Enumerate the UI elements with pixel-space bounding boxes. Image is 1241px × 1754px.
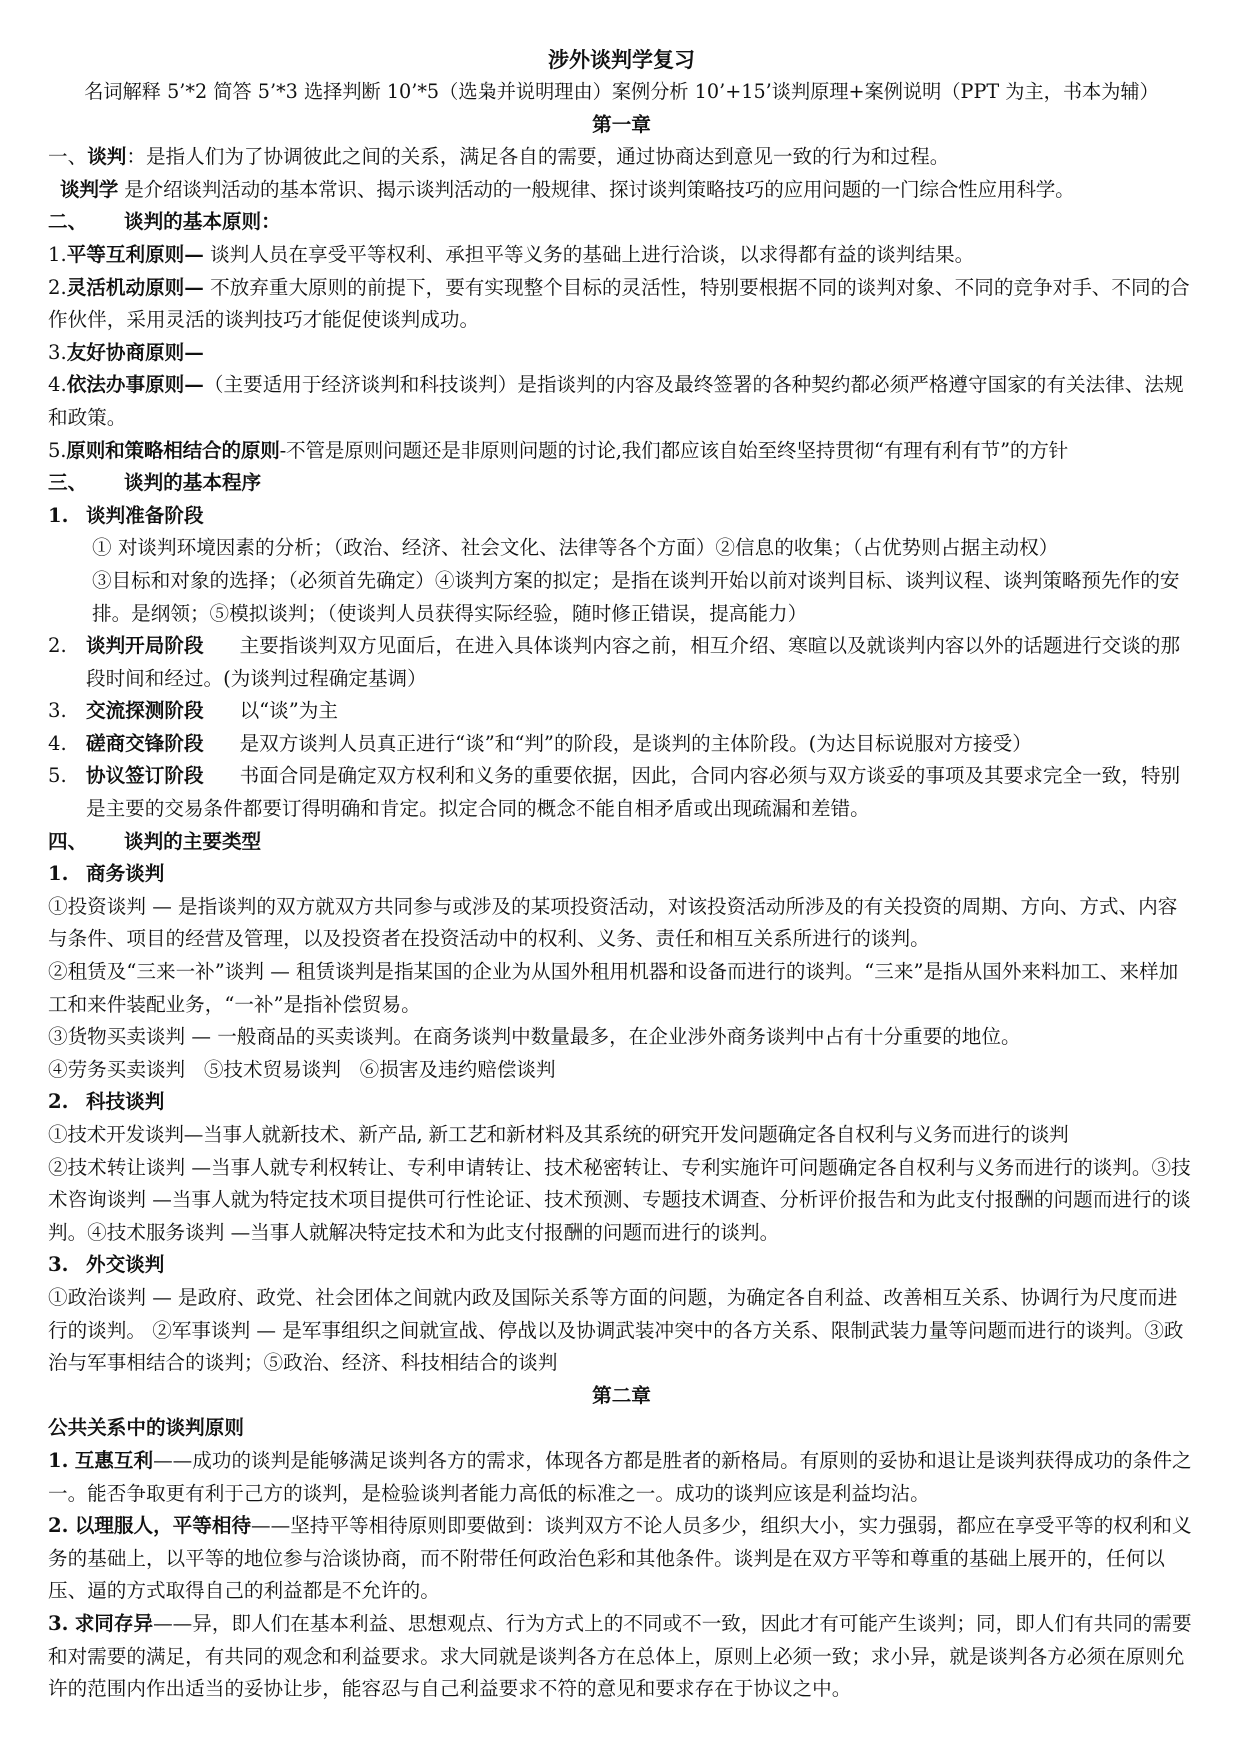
- item-text: ——成功的谈判是能够满足谈判各方的需求，体现各方都是胜者的新格局。有原则的妥协和退让是谈判获得成功的条件之一。能否争取更有利于己方的谈判，是检验谈判者能力高低的标准之一。成功的谈判应该是利益均沾。: [48, 1448, 1192, 1505]
- stage-2: [48, 630, 1195, 695]
- type-number: 2.: [48, 1090, 69, 1114]
- item-number: 4.: [48, 373, 67, 397]
- type-title: 外交谈判: [86, 1253, 165, 1277]
- section-title: 谈判的基本原则：: [124, 210, 281, 234]
- type-title: 科技谈判: [86, 1090, 165, 1114]
- chapter-2-heading: 第二章: [592, 1383, 651, 1407]
- stage-title: 交流探测阶段: [86, 699, 204, 723]
- term: 互惠互利: [74, 1448, 154, 1472]
- type-diplomacy-heading: [48, 1249, 1195, 1282]
- stage-1-detail-line-1: ① 对谈判环境因素的分析；（政治、经济、社会文化、法律等各个方面）②信息的收集；（占优势则占据主动权）: [92, 536, 1059, 560]
- pr-principle-3: [48, 1608, 1195, 1706]
- term: 依法办事原则—: [66, 373, 204, 397]
- tech-para-2: ②技术转让谈判 —当事人就专利权转让、专利申请转让、技术秘密转让、专利实施许可问题确定各自权利与义务而进行的谈判。③技术咨询谈判 —当事人就为特定技术项目提供可行性论证、技术预测、专题技术调查、分析评价报告和为此支付报酬的问题而进行的谈判。④技术服务谈判 —当事人就解决特定技术和为此支付报酬的问题而进行的谈判。: [48, 1155, 1191, 1244]
- stage-number: 4.: [48, 731, 67, 755]
- item-text: 不放弃重大原则的前提下，要有实现整个目标的灵活性，特别要根据不同的谈判对象、不同的竞争对手、不同的合作伙伴，采用灵活的谈判技巧才能促使谈判成功。: [48, 275, 1190, 332]
- term: 友好协商原则—: [66, 340, 204, 364]
- business-para-1: ①投资谈判 — 是指谈判的双方就双方共同参与或涉及的某项投资活动，对该投资活动所涉及的有关投资的周期、方向、方式、内容与条件、项目的经营及管理，以及投资者在投资活动中的权利、义务、责任和相互关系所进行的谈判。: [48, 894, 1178, 951]
- stage-number: 3.: [48, 699, 67, 723]
- exam-overview: 名词解释 5’*2 简答 5’*3 选择判断 10’*5（选枭并说明理由）案例分析 10’+15’谈判原理+案例说明（PPT 为主，书本为辅）: [84, 80, 1159, 103]
- business-para-2: ②租赁及“三来一补”谈判 — 租赁谈判是指某国的企业为从国外租用机器和设备而进行的谈判。“三来”是指从国外来料加工、来样加工和来件装配业务，“一补”是指补偿贸易。: [48, 960, 1179, 1016]
- term: 谈判: [87, 145, 127, 169]
- stage-title: 磋商交锋阶段: [86, 731, 204, 755]
- stage-number: 1.: [48, 503, 69, 527]
- term: 谈判学: [60, 177, 119, 201]
- definition-negotiation-science: [48, 174, 1195, 207]
- section-3-heading: [48, 467, 1195, 500]
- diplomacy-para-1: ①政治谈判 — 是政府、政党、社会团体之间就内政及国际关系等方面的问题，为确定各自利益、改善相互关系、协调行为尺度而进行的谈判。 ②军事谈判 — 是军事组织之间就宣战、停战以及协调武装冲突中的各方关系、限制武装力量等问题而进行的谈判。③政治与军事相结合的谈判；⑤政治、经济、科技相结合的谈判: [48, 1285, 1184, 1375]
- type-business-heading: [48, 858, 1195, 891]
- stage-text: 以“谈”为主: [239, 699, 338, 723]
- principle-5: [48, 435, 1195, 468]
- item-number: 1.: [48, 242, 67, 266]
- definition-text: ：是指人们为了协调彼此之间的关系，满足各自的需要，通过协商达到意见一致的行为和过程。: [126, 145, 950, 169]
- term: 原则和策略相结合的原则: [66, 438, 280, 462]
- item-text: ——异，即人们在基本利益、思想观点、行为方式上的不同或不一致，因此才有可能产生谈判；同，即人们有共同的需要和对需要的满足，有共同的观念和利益要求。求大同就是谈判各方在总体上，原则上必须一致；求小异，就是谈判各方必须在原则允许的范围内作出适当的妥协让步，能容忍与自己利益要求不符的意见和要求存在于协议之中。: [48, 1611, 1192, 1701]
- section-title: 谈判的主要类型: [124, 829, 262, 853]
- type-tech-heading: [48, 1086, 1195, 1119]
- document-title: 涉外谈判学复习: [548, 47, 695, 72]
- principle-3: [48, 337, 1195, 370]
- stage-3: [48, 695, 1195, 728]
- stage-5: [48, 760, 1195, 825]
- stage-number: 5.: [48, 764, 67, 788]
- section-title: 谈判的基本程序: [124, 471, 262, 495]
- type-number: 1.: [48, 862, 69, 886]
- section-prefix: 三、: [48, 471, 88, 495]
- business-para-4: ④劳务买卖谈判 ⑤技术贸易谈判 ⑥损害及违约赔偿谈判: [48, 1057, 556, 1081]
- item-text: -不管是原则问题还是非原则问题的讨论,我们都应该自始至终坚持贯彻“有理有利有节”的方针: [279, 438, 1069, 462]
- chapter-1-heading: 第一章: [592, 112, 651, 136]
- stage-title: 谈判开局阶段: [86, 634, 204, 658]
- item-number: 2.: [48, 275, 67, 299]
- stage-text: 书面合同是确定双方权利和义务的重要依据，因此，合同内容必须与双方谈妥的事项及其要求完全一致，特别是主要的交易条件都要订得明确和肯定。拟定合同的概念不能自相矛盾或出现疏漏和差错。: [86, 764, 1181, 821]
- term: 平等互利原则—: [66, 242, 204, 266]
- item-text: ——坚持平等相待原则即要做到：谈判双方不论人员多少，组织大小，实力强弱，都应在享受平等的权利和义务的基础上，以平等的地位参与洽谈协商，而不附带任何政治色彩和其他条件。谈判是在双方平等和尊重的基础上展开的，任何以压、逼的方式取得自己的利益都是不允许的。: [48, 1514, 1192, 1603]
- stage-text: 主要指谈判双方见面后，在进入具体谈判内容之前，相互介绍、寒暄以及就谈判内容以外的话题进行交谈的那段时间和经过。(为谈判过程确定基调）: [86, 634, 1181, 690]
- stage-text: 是双方谈判人员真正进行“谈”和“判”的阶段，是谈判的主体阶段。(为达目标说服对方接受）: [239, 731, 1032, 755]
- section-2-heading: [48, 206, 1195, 239]
- type-number: 3.: [48, 1253, 69, 1277]
- item-number: 1.: [48, 1448, 69, 1472]
- pr-principle-1: [48, 1445, 1195, 1510]
- stage-title: 谈判准备阶段: [86, 503, 204, 527]
- stage-number: 2.: [48, 634, 67, 658]
- principle-2: [48, 272, 1195, 337]
- definition-text: 是介绍谈判活动的基本常识、揭示谈判活动的一般规律、探讨谈判策略技巧的应用问题的一门综合性应用科学。: [118, 177, 1075, 201]
- business-para-3: ③货物买卖谈判 — 一般商品的买卖谈判。在商务谈判中数量最多，在企业涉外商务谈判中占有十分重要的地位。: [48, 1025, 1021, 1049]
- item-number: 3.: [48, 1611, 69, 1635]
- item-number: 3.: [48, 340, 67, 364]
- section-prefix: 一、: [48, 145, 88, 169]
- item-number: 2.: [48, 1514, 69, 1538]
- principle-4: [48, 369, 1195, 434]
- term: 灵活机动原则—: [66, 275, 204, 299]
- type-title: 商务谈判: [86, 862, 165, 886]
- term: 求同存异: [74, 1611, 154, 1635]
- item-text: 谈判人员在享受平等权利、承担平等义务的基础上进行洽谈，以求得都有益的谈判结果。: [203, 242, 975, 266]
- definition-negotiation: [48, 141, 1195, 174]
- section-prefix: 二、: [48, 210, 88, 234]
- stage-title: 协议签订阶段: [86, 764, 204, 788]
- item-number: 5.: [48, 438, 67, 462]
- section-prefix: 四、: [48, 829, 88, 853]
- section-4-heading: [48, 826, 1195, 859]
- term: 以理服人，平等相待: [74, 1514, 252, 1538]
- pr-principle-2: [48, 1510, 1195, 1608]
- stage-1-detail-line-2: ③目标和对象的选择；（必须首先确定）④谈判方案的拟定；是指在谈判开始以前对谈判目标、谈判议程、谈判策略预先作的安排。是纲领；⑤模拟谈判；（使谈判人员获得实际经验，随时修正错误，提高能力）: [92, 568, 1180, 625]
- stage-4: [48, 728, 1195, 761]
- chapter-2-subheading: 公共关系中的谈判原则: [48, 1416, 244, 1440]
- item-text: （主要适用于经济谈判和科技谈判）是指谈判的内容及最终签署的各种契约都必须严格遵守国家的有关法律、法规和政策。: [48, 373, 1184, 429]
- principle-1: [48, 239, 1195, 272]
- tech-para-1: ①技术开发谈判—当事人就新技术、新产品, 新工艺和新材料及其系统的研究开发问题确定各自权利与义务而进行的谈判: [48, 1123, 1069, 1146]
- stage-1: [48, 500, 1195, 533]
